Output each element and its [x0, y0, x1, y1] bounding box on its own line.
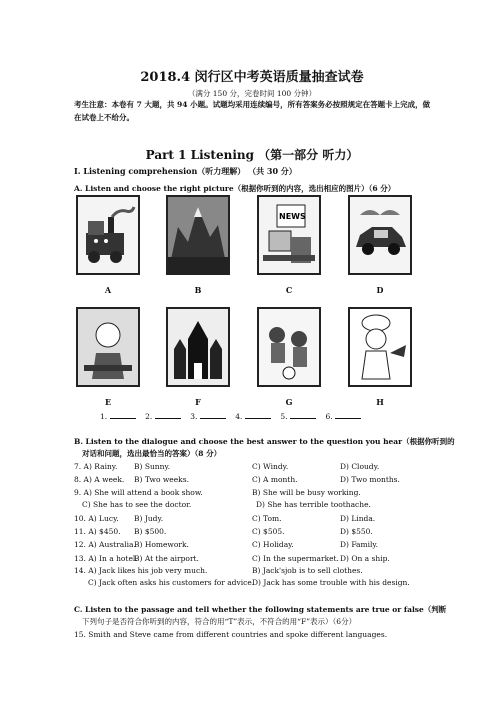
q12-option-b: B) Homework.	[134, 540, 189, 549]
answer-blank-4[interactable]	[245, 410, 271, 419]
part-c-instruction-1: C. Listen to the passage and tell whether the following statements are true or false（判断	[74, 605, 447, 614]
q8-option-d: D) Two months.	[340, 475, 400, 484]
q10-option-d: D) Linda.	[340, 514, 376, 523]
part-a-instruction: A. Listen and choose the right picture（根据你听到的内容，选出相应的图片）（6 分）	[74, 184, 396, 193]
q14-option-d: D) Jack has some trouble with his design.	[252, 578, 410, 587]
answer-number-5: 5.	[280, 412, 288, 421]
q11-option-d: D) $550.	[340, 527, 373, 536]
picture-grid	[76, 195, 412, 409]
answer-number-3: 3.	[190, 412, 198, 421]
q9-option-c: C) She has to see the doctor.	[82, 500, 192, 509]
q10-number-and-option-a	[74, 514, 119, 523]
q7-option-c: C) Windy.	[252, 462, 289, 471]
part-heading: Part 1 Listening （第一部分 听力）	[145, 148, 359, 162]
answer-number-1: 1.	[100, 412, 108, 421]
q9-option-d: D) She has terrible toothache.	[256, 500, 371, 509]
question-number: 13.	[74, 554, 86, 563]
answer-blank-3[interactable]	[200, 410, 226, 419]
picture-kids-football	[257, 307, 321, 387]
q8-number-and-option-a	[74, 475, 124, 484]
picture-train	[76, 195, 140, 275]
option-text: A) Lucy.	[88, 514, 119, 523]
picture-letter-a: A	[104, 285, 112, 295]
part-c-instruction-2: 下列句子是否符合你听到的内容，符合的用“T”表示，不符合的用“F”表示）（6分）	[82, 617, 357, 626]
answer-blanks	[100, 410, 361, 421]
part-b-instruction-1: B. Listen to the dialogue and choose the best answer to the question you hear（根据你听到的	[74, 437, 455, 446]
q10-option-c: C) Tom.	[252, 514, 282, 523]
picture-letter-f: F	[195, 397, 201, 407]
picture-mountain	[166, 195, 230, 275]
q11-option-c: C) $505.	[252, 527, 285, 536]
q8-option-b: B) Two weeks.	[134, 475, 189, 484]
part-b-instruction-2: 对话和问题，选出最恰当的答案）（8 分）	[82, 449, 222, 458]
q9-option-b: B) She will be busy working.	[252, 488, 361, 497]
picture-castle	[166, 307, 230, 387]
question-number: 11.	[74, 527, 86, 536]
q10-option-b: B) Judy.	[134, 514, 164, 523]
picture-boy-sleeping	[76, 307, 140, 387]
option-text: A) A week.	[83, 475, 125, 484]
option-text: A) In a hotel.	[88, 554, 138, 563]
q9-option-a: 9. A) She will attend a book show.	[74, 488, 203, 497]
picture-letter-h: H	[376, 397, 384, 407]
question-number: 7.	[74, 462, 82, 471]
q13-option-c: C) In the supermarket.	[252, 554, 339, 563]
q14-option-c: C) Jack often asks his customers for advice.	[88, 578, 255, 587]
option-text: A) $450.	[88, 527, 121, 536]
q8-option-c: C) A month.	[252, 475, 298, 484]
q12-number-and-option-a	[74, 540, 136, 549]
q11-number-and-option-a	[74, 527, 121, 536]
q7-option-d: D) Cloudy.	[340, 462, 380, 471]
q13-number-and-option-a	[74, 554, 138, 563]
answer-number-6: 6.	[325, 412, 333, 421]
answer-blank-1[interactable]	[110, 410, 136, 419]
option-text: A) Rainy.	[83, 462, 118, 471]
q7-option-b: B) Sunny.	[134, 462, 171, 471]
answer-blank-2[interactable]	[155, 410, 181, 419]
section-1-title: I. Listening comprehension（听力理解） （共 30 分）	[74, 166, 297, 176]
exam-subtitle: （满分 150 分，完卷时间 100 分钟）	[187, 89, 317, 98]
q11-option-b: B) $500.	[134, 527, 167, 536]
picture-letter-d: D	[376, 285, 384, 295]
q12-option-d: D) Family.	[340, 540, 379, 549]
picture-news	[257, 195, 321, 275]
picture-letter-g: G	[285, 397, 293, 407]
picture-letter-b: B	[194, 285, 202, 295]
q12-option-c: C) Holiday.	[252, 540, 294, 549]
picture-letter-e: E	[104, 397, 112, 407]
q14-option-a: 14. A) Jack likes his job very much.	[74, 566, 208, 575]
picture-letter-c: C	[285, 285, 293, 295]
answer-number-4: 4.	[235, 412, 243, 421]
answer-number-2: 2.	[145, 412, 153, 421]
exam-notice: 考生注意：本卷有 7 大题，共 94 小题。试题均采用连续编号，所有答案务必按照规定在答题卡上完成，做在试卷上不给分。	[74, 100, 431, 122]
picture-chef	[348, 307, 412, 387]
q14-option-b: B) Jack'sjob is to sell clothes.	[252, 566, 363, 575]
svg-text:NEWS: NEWS	[279, 212, 306, 221]
answer-blank-6[interactable]	[335, 410, 361, 419]
exam-title: 2018.4 闵行区中考英语质量抽查试卷	[140, 70, 364, 85]
answer-blank-5[interactable]	[290, 410, 316, 419]
q15-statement: 15. Smith and Steve came from different countries and spoke different languages.	[74, 630, 388, 639]
question-number: 12.	[74, 540, 86, 549]
q13-option-d: D) On a ship.	[340, 554, 390, 563]
picture-car	[348, 195, 412, 275]
question-number: 8.	[74, 475, 82, 484]
q13-option-b: B) At the airport.	[134, 554, 199, 563]
option-text: A) Australia.	[88, 540, 136, 549]
q7-number-and-option-a	[74, 462, 117, 471]
question-number: 10.	[74, 514, 86, 523]
